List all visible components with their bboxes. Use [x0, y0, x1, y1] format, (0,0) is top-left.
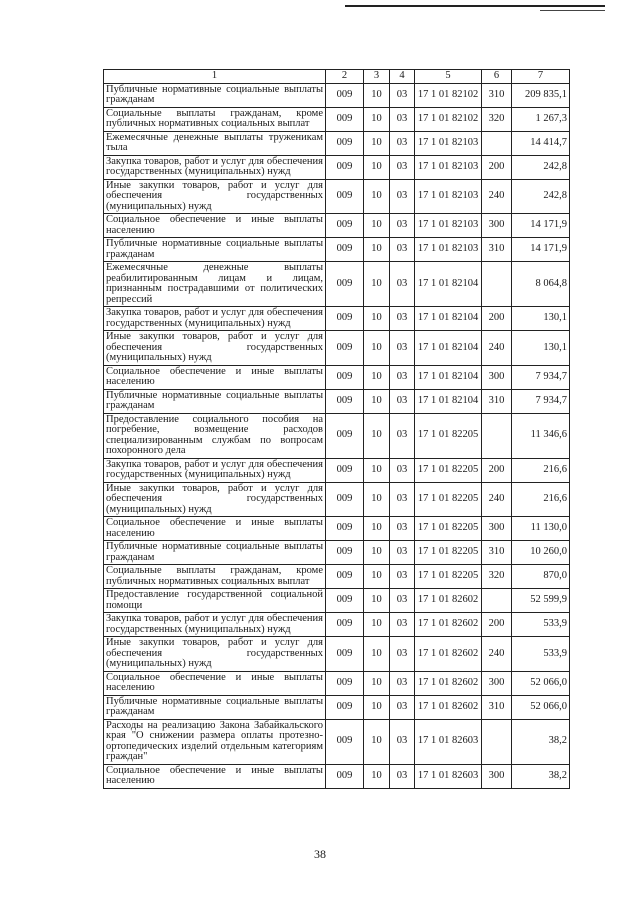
row-expense-type [482, 719, 512, 764]
row-name: Социальное обеспечение и иные выплаты населению [104, 517, 326, 541]
row-section: 10 [364, 331, 390, 366]
row-expense-type: 200 [482, 307, 512, 331]
row-ministry-code: 009 [326, 83, 364, 107]
row-section: 10 [364, 482, 390, 517]
row-target-article: 17 1 01 82205 [415, 541, 482, 565]
row-amount: 10 260,0 [512, 541, 570, 565]
row-name: Предоставление социального пособия на погребение, возмещение расходов специализированным службам по вопросам похоронного дела [104, 413, 326, 458]
table-row [104, 764, 570, 788]
table-row [104, 482, 570, 517]
row-name: Публичные нормативные социальные выплаты гражданам [104, 238, 326, 262]
row-amount: 52 066,0 [512, 695, 570, 719]
row-expense-type: 240 [482, 179, 512, 214]
row-amount: 14 414,7 [512, 131, 570, 155]
budget-table [103, 69, 570, 789]
top-rule [345, 5, 605, 7]
row-subsection: 03 [390, 307, 415, 331]
row-section: 10 [364, 307, 390, 331]
table-row [104, 389, 570, 413]
row-name: Закупка товаров, работ и услуг для обеспечения государственных (муниципальных) нужд [104, 307, 326, 331]
row-name: Публичные нормативные социальные выплаты гражданам [104, 83, 326, 107]
row-target-article: 17 1 01 82602 [415, 695, 482, 719]
row-subsection: 03 [390, 83, 415, 107]
row-target-article: 17 1 01 82205 [415, 413, 482, 458]
row-expense-type: 200 [482, 613, 512, 637]
row-subsection: 03 [390, 719, 415, 764]
row-ministry-code: 009 [326, 719, 364, 764]
row-expense-type: 320 [482, 107, 512, 131]
row-subsection: 03 [390, 107, 415, 131]
row-amount: 14 171,9 [512, 238, 570, 262]
row-subsection: 03 [390, 764, 415, 788]
table-row [104, 83, 570, 107]
row-ministry-code: 009 [326, 262, 364, 307]
row-amount: 7 934,7 [512, 389, 570, 413]
row-subsection: 03 [390, 637, 415, 672]
row-name: Социальное обеспечение и иные выплаты населению [104, 214, 326, 238]
row-ministry-code: 009 [326, 155, 364, 179]
row-name: Социальное обеспечение и иные выплаты населению [104, 365, 326, 389]
row-section: 10 [364, 695, 390, 719]
row-subsection: 03 [390, 155, 415, 179]
row-ministry-code: 009 [326, 637, 364, 672]
row-subsection: 03 [390, 517, 415, 541]
row-target-article: 17 1 01 82205 [415, 482, 482, 517]
table-row [104, 413, 570, 458]
row-amount: 242,8 [512, 155, 570, 179]
row-section: 10 [364, 637, 390, 672]
row-ministry-code: 009 [326, 131, 364, 155]
row-name: Закупка товаров, работ и услуг для обеспечения государственных (муниципальных) нужд [104, 613, 326, 637]
row-target-article: 17 1 01 82104 [415, 331, 482, 366]
table-row [104, 637, 570, 672]
row-target-article: 17 1 01 82602 [415, 637, 482, 672]
row-amount: 533,9 [512, 613, 570, 637]
row-amount: 11 346,6 [512, 413, 570, 458]
row-expense-type: 240 [482, 637, 512, 672]
row-amount: 52 599,9 [512, 589, 570, 613]
row-target-article: 17 1 01 82602 [415, 613, 482, 637]
row-target-article: 17 1 01 82603 [415, 764, 482, 788]
row-target-article: 17 1 01 82205 [415, 458, 482, 482]
row-target-article: 17 1 01 82103 [415, 214, 482, 238]
row-name: Иные закупки товаров, работ и услуг для обеспечения государственных (муниципальных) нужд [104, 179, 326, 214]
row-amount: 209 835,1 [512, 83, 570, 107]
row-expense-type [482, 131, 512, 155]
table-row [104, 458, 570, 482]
row-amount: 8 064,8 [512, 262, 570, 307]
row-subsection: 03 [390, 179, 415, 214]
row-subsection: 03 [390, 331, 415, 366]
row-target-article: 17 1 01 82602 [415, 589, 482, 613]
table-row [104, 307, 570, 331]
row-expense-type: 200 [482, 458, 512, 482]
header-col-3: 3 [364, 70, 390, 84]
row-amount: 216,6 [512, 482, 570, 517]
row-section: 10 [364, 155, 390, 179]
row-subsection: 03 [390, 365, 415, 389]
row-subsection: 03 [390, 589, 415, 613]
row-amount: 38,2 [512, 719, 570, 764]
row-name: Иные закупки товаров, работ и услуг для обеспечения государственных (муниципальных) нужд [104, 331, 326, 366]
row-ministry-code: 009 [326, 365, 364, 389]
table-row [104, 262, 570, 307]
table-row [104, 107, 570, 131]
row-section: 10 [364, 214, 390, 238]
row-amount: 130,1 [512, 331, 570, 366]
row-name: Публичные нормативные социальные выплаты гражданам [104, 541, 326, 565]
row-name: Ежемесячные денежные выплаты реабилитированным лицам и лицам, признанным пострадавшими от политических репрессий [104, 262, 326, 307]
table-row [104, 238, 570, 262]
row-ministry-code: 009 [326, 413, 364, 458]
top-rule-short [540, 10, 605, 11]
row-name: Закупка товаров, работ и услуг для обеспечения государственных (муниципальных) нужд [104, 458, 326, 482]
row-amount: 1 267,3 [512, 107, 570, 131]
table-row [104, 517, 570, 541]
row-subsection: 03 [390, 262, 415, 307]
row-section: 10 [364, 131, 390, 155]
row-name: Публичные нормативные социальные выплаты гражданам [104, 389, 326, 413]
table-row [104, 719, 570, 764]
row-target-article: 17 1 01 82103 [415, 179, 482, 214]
table-row [104, 541, 570, 565]
row-section: 10 [364, 719, 390, 764]
page-number: 38 [314, 847, 326, 861]
row-ministry-code: 009 [326, 695, 364, 719]
row-expense-type: 310 [482, 238, 512, 262]
header-col-4: 4 [390, 70, 415, 84]
row-amount: 38,2 [512, 764, 570, 788]
row-amount: 533,9 [512, 637, 570, 672]
row-target-article: 17 1 01 82104 [415, 365, 482, 389]
row-section: 10 [364, 565, 390, 589]
row-expense-type [482, 589, 512, 613]
row-section: 10 [364, 764, 390, 788]
row-amount: 14 171,9 [512, 214, 570, 238]
row-section: 10 [364, 613, 390, 637]
row-target-article: 17 1 01 82602 [415, 671, 482, 695]
row-name: Закупка товаров, работ и услуг для обеспечения государственных (муниципальных) нужд [104, 155, 326, 179]
row-section: 10 [364, 389, 390, 413]
row-expense-type: 310 [482, 541, 512, 565]
row-expense-type [482, 413, 512, 458]
row-section: 10 [364, 589, 390, 613]
row-target-article: 17 1 01 82603 [415, 719, 482, 764]
row-name: Социальные выплаты гражданам, кроме публичных нормативных социальных выплат [104, 565, 326, 589]
row-name: Публичные нормативные социальные выплаты гражданам [104, 695, 326, 719]
row-ministry-code: 009 [326, 107, 364, 131]
table-body [104, 83, 570, 788]
row-name: Ежемесячные денежные выплаты труженикам тыла [104, 131, 326, 155]
row-section: 10 [364, 458, 390, 482]
header-col-2: 2 [326, 70, 364, 84]
row-subsection: 03 [390, 413, 415, 458]
row-subsection: 03 [390, 695, 415, 719]
row-amount: 870,0 [512, 565, 570, 589]
row-subsection: 03 [390, 389, 415, 413]
row-section: 10 [364, 262, 390, 307]
row-amount: 11 130,0 [512, 517, 570, 541]
row-subsection: 03 [390, 565, 415, 589]
header-col-7: 7 [512, 70, 570, 84]
row-section: 10 [364, 107, 390, 131]
row-target-article: 17 1 01 82104 [415, 389, 482, 413]
row-amount: 7 934,7 [512, 365, 570, 389]
row-expense-type [482, 262, 512, 307]
table-row [104, 695, 570, 719]
row-target-article: 17 1 01 82102 [415, 107, 482, 131]
row-expense-type: 320 [482, 565, 512, 589]
row-target-article: 17 1 01 82102 [415, 83, 482, 107]
row-subsection: 03 [390, 458, 415, 482]
row-name: Социальное обеспечение и иные выплаты населению [104, 671, 326, 695]
header-col-1: 1 [104, 70, 326, 84]
row-name: Социальные выплаты гражданам, кроме публичных нормативных социальных выплат [104, 107, 326, 131]
row-subsection: 03 [390, 541, 415, 565]
row-ministry-code: 009 [326, 517, 364, 541]
row-expense-type: 300 [482, 764, 512, 788]
row-name: Социальное обеспечение и иные выплаты населению [104, 764, 326, 788]
row-target-article: 17 1 01 82103 [415, 131, 482, 155]
row-ministry-code: 009 [326, 238, 364, 262]
row-target-article: 17 1 01 82103 [415, 238, 482, 262]
row-section: 10 [364, 541, 390, 565]
row-amount: 130,1 [512, 307, 570, 331]
row-subsection: 03 [390, 214, 415, 238]
table-row [104, 671, 570, 695]
row-section: 10 [364, 179, 390, 214]
row-ministry-code: 009 [326, 389, 364, 413]
row-amount: 242,8 [512, 179, 570, 214]
row-ministry-code: 009 [326, 764, 364, 788]
row-target-article: 17 1 01 82103 [415, 155, 482, 179]
header-col-5: 5 [415, 70, 482, 84]
row-name: Расходы на реализацию Закона Забайкальского края "О снижении размера оплаты протезно-ортопедических изделий отдельным категориям граждан" [104, 719, 326, 764]
row-ministry-code: 009 [326, 482, 364, 517]
row-name: Предоставление государственной социальной помощи [104, 589, 326, 613]
table-row [104, 131, 570, 155]
row-expense-type: 300 [482, 671, 512, 695]
row-subsection: 03 [390, 131, 415, 155]
row-target-article: 17 1 01 82205 [415, 517, 482, 541]
row-section: 10 [364, 517, 390, 541]
row-expense-type: 300 [482, 365, 512, 389]
row-subsection: 03 [390, 671, 415, 695]
row-ministry-code: 009 [326, 307, 364, 331]
table-row [104, 155, 570, 179]
table-row [104, 613, 570, 637]
row-target-article: 17 1 01 82104 [415, 307, 482, 331]
row-ministry-code: 009 [326, 613, 364, 637]
row-ministry-code: 009 [326, 458, 364, 482]
row-ministry-code: 009 [326, 671, 364, 695]
table-row [104, 365, 570, 389]
table-row [104, 179, 570, 214]
table-row [104, 565, 570, 589]
row-ministry-code: 009 [326, 589, 364, 613]
row-expense-type: 300 [482, 517, 512, 541]
row-section: 10 [364, 238, 390, 262]
row-expense-type: 240 [482, 482, 512, 517]
table-row [104, 214, 570, 238]
row-section: 10 [364, 413, 390, 458]
table-row [104, 331, 570, 366]
row-expense-type: 310 [482, 389, 512, 413]
row-ministry-code: 009 [326, 331, 364, 366]
row-target-article: 17 1 01 82205 [415, 565, 482, 589]
row-expense-type: 310 [482, 83, 512, 107]
row-expense-type: 300 [482, 214, 512, 238]
table-header-row [104, 70, 570, 84]
row-expense-type: 240 [482, 331, 512, 366]
row-subsection: 03 [390, 238, 415, 262]
row-ministry-code: 009 [326, 179, 364, 214]
row-ministry-code: 009 [326, 214, 364, 238]
row-name: Иные закупки товаров, работ и услуг для обеспечения государственных (муниципальных) нужд [104, 637, 326, 672]
row-amount: 52 066,0 [512, 671, 570, 695]
row-ministry-code: 009 [326, 541, 364, 565]
row-section: 10 [364, 83, 390, 107]
row-ministry-code: 009 [326, 565, 364, 589]
header-col-6: 6 [482, 70, 512, 84]
row-amount: 216,6 [512, 458, 570, 482]
row-subsection: 03 [390, 482, 415, 517]
row-name: Иные закупки товаров, работ и услуг для обеспечения государственных (муниципальных) нужд [104, 482, 326, 517]
row-expense-type: 310 [482, 695, 512, 719]
row-expense-type: 200 [482, 155, 512, 179]
row-subsection: 03 [390, 613, 415, 637]
table-row [104, 589, 570, 613]
row-target-article: 17 1 01 82104 [415, 262, 482, 307]
row-section: 10 [364, 365, 390, 389]
row-section: 10 [364, 671, 390, 695]
